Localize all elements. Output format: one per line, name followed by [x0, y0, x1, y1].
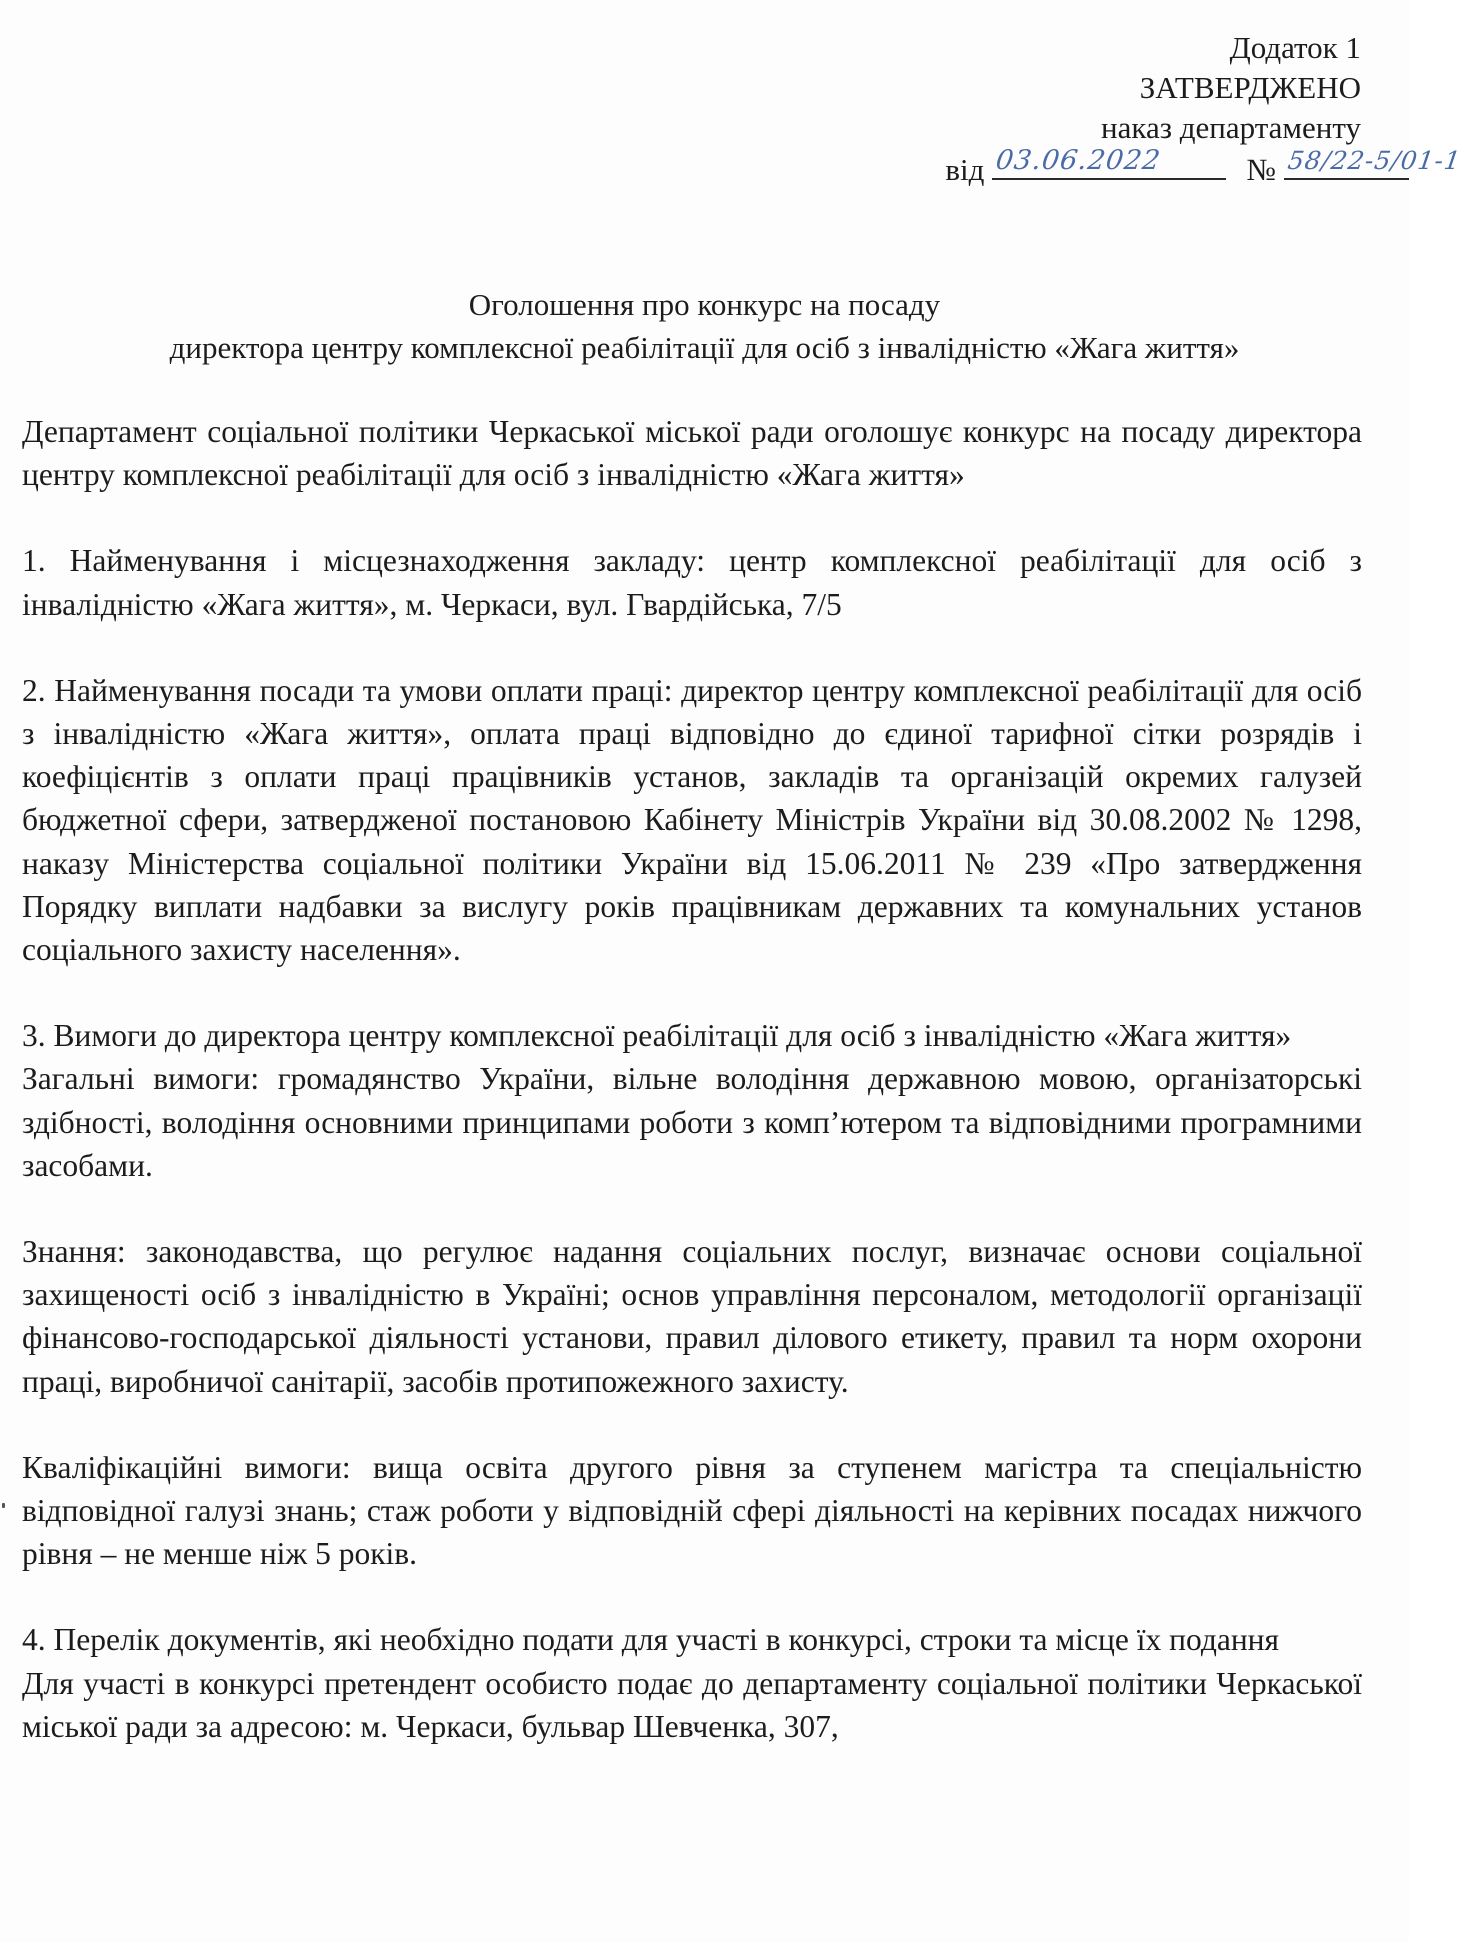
section-2-position-pay: 2. Найменування посади та умови оплати праці: директор центру комплексної реабілітації для осіб з інвалідністю «Жага життя», оплата праці відповідно до єдиної тарифної сітки розрядів і коефіцієнтів з оплати праці працівників установ, закладів та організацій окремих галузей бюджетної сфери, затвердженої постановою Кабінету Міністрів України від 30.08.2002 № 1298, наказу Міністерства соціальної політики України від 15.06.2011 № 239 «Про затвердження Порядку виплати надбавки за вислугу років працівникам державних та комунальних установ соціального захисту населення». [22, 672, 1362, 968]
order-number-field [1284, 146, 1463, 180]
title-line-1: Оголошення про конкурс на посаду [468, 287, 941, 322]
section-4-submission-text: Для участі в конкурсі претендент особисто подає до департаменту соціальної політики Черкаської міської ради за адресою: м. Черкаси, бульвар Шевченка, 307, [22, 1665, 1362, 1744]
appendix-label: Додаток 1 [1229, 30, 1361, 65]
section-3-heading: 3. Вимоги до директора центру комплексної реабілітації для осіб з інвалідністю «Жага життя» [22, 1018, 1292, 1054]
intro-paragraph: Департамент соціальної політики Черкаської міської ради оголошує конкурс на посаду директора центру комплексної реабілітації для осіб з інвалідністю «Жага життя» [22, 414, 1362, 493]
handwritten-date: 03.06.2022 [994, 145, 1164, 176]
section-3-general-requirements: Загальні вимоги: громадянство України, вільне володіння державною мовою, організаторські здібності, володіння основними принципами роботи з комп’ютером та відповідними програмними засобами. [22, 1061, 1362, 1183]
section-1-location: 1. Найменування і місцезнаходження закладу: центр комплексної реабілітації для осіб з інвалідністю «Жага життя», м. Черкаси, вул. Гвардійська, 7/5 [22, 543, 1362, 622]
scan-artifact-mark [2, 1503, 5, 1508]
section-3-knowledge: Знання: законодавства, що регулює надання соціальних послуг, визначає основи соціальної захищеності осіб з інвалідністю в Україні; основ управління персоналом, методології організації фінансово-господарської діяльності установи, правил ділового етикету, правил та норм охорони праці, виробничої санітарії, засобів протипожежного захисту. [22, 1234, 1362, 1399]
order-reference [945, 145, 1463, 190]
document-title [0, 283, 1409, 369]
approval-stamp-block [945, 28, 1463, 190]
date-field [992, 145, 1226, 180]
section-4-heading: 4. Перелік документів, які необхідно подати для участі в конкурсі, строки та місце їх подання [22, 1622, 1280, 1658]
section-3-qualification: Кваліфікаційні вимоги: вища освіта другого рівня за ступенем магістра та спеціальністю відповідної галузі знань; стаж роботи у відповідній сфері діяльності на керівних посадах нижчого рівня – не менше ніж 5 років. [22, 1449, 1362, 1572]
order-of-department-label: наказ департаменту [1101, 110, 1361, 145]
document-body [22, 410, 1362, 1748]
number-sign-label: № [1246, 152, 1276, 187]
approved-label: ЗАТВЕРДЖЕНО [1139, 70, 1361, 105]
handwritten-order-number: 58/22-5/01-1 [1286, 146, 1463, 175]
title-line-2: директора центру комплексної реабілітації для осіб з інвалідністю «Жага життя» [169, 330, 1240, 365]
from-label: від [945, 152, 985, 187]
